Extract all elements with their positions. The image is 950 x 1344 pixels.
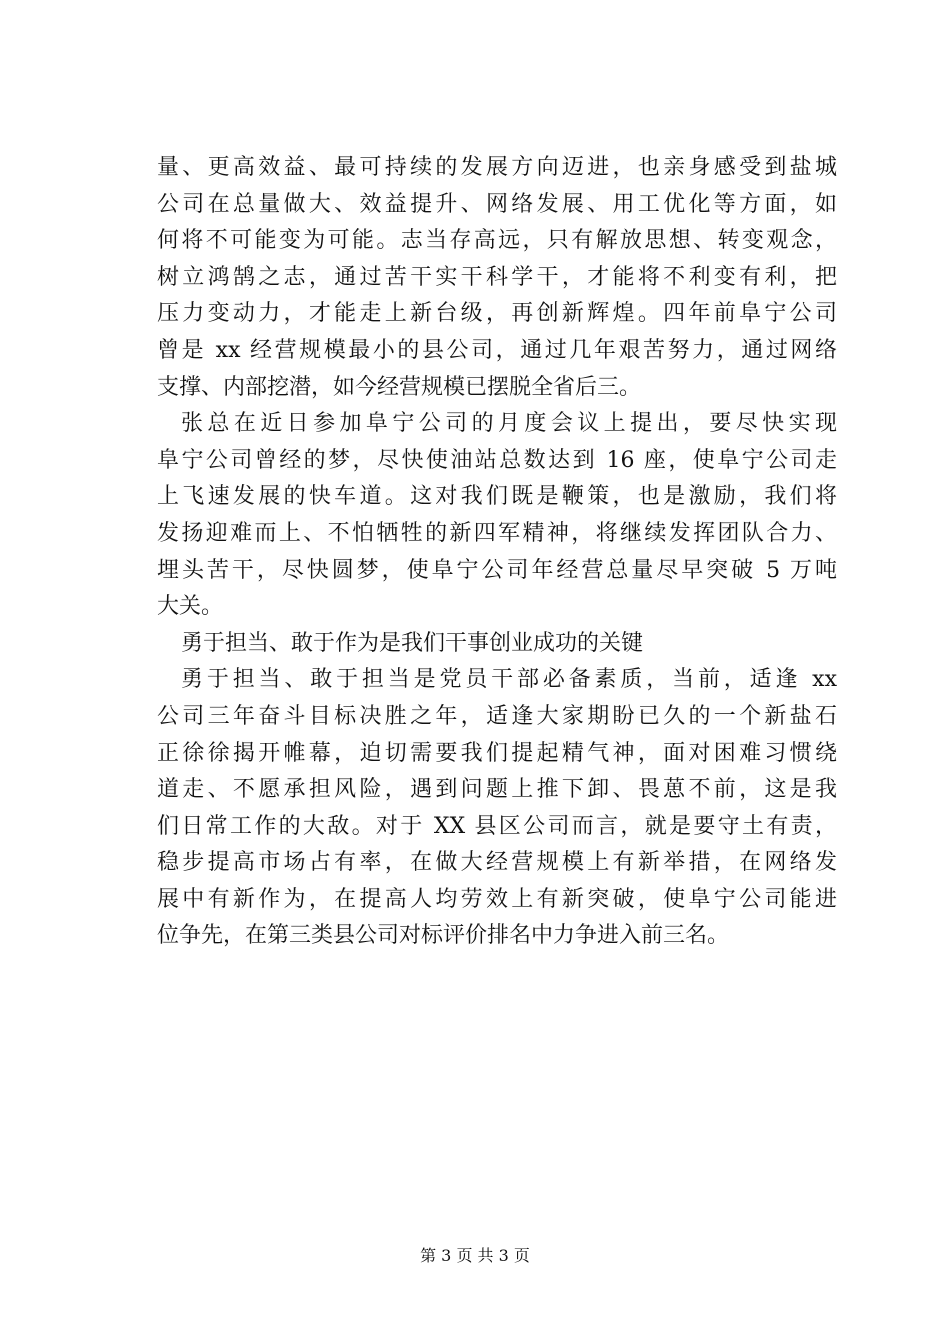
text-line: 位争先，在第三类县公司对标评价排名中力争进入前三名。 (157, 923, 730, 949)
text-line: 稳步提高市场占有率，在做大经营规模上有新举措，在网络发 (157, 850, 837, 876)
text-line: 何将不可能变为可能。志当存高远，只有解放思想、转变观念， (157, 228, 837, 254)
paragraph-first-line: 张总在近日参加阜宁公司的月度会议上提出，要尽快实现 (181, 411, 837, 437)
text-line: 道走、不愿承担风险，遇到问题上推下卸、畏葸不前，这是我 (157, 777, 837, 803)
page-footer: 第 3 页 共 3 页 (420, 1246, 530, 1265)
document-body (157, 150, 837, 955)
text-line: 展中有新作为，在提高人均劳效上有新突破，使阜宁公司能进 (157, 886, 837, 912)
text-line: 大关。 (157, 594, 224, 620)
text-line: 埋头苦干，尽快圆梦，使阜宁公司年经营总量尽早突破 5 万吨 (157, 557, 837, 583)
text-line: 支撑、内部挖潜，如今经营规模已摆脱全省后三。 (157, 374, 642, 400)
text-line: 上飞速发展的快车道。这对我们既是鞭策，也是激励，我们将 (157, 484, 837, 510)
text-line: 量、更高效益、最可持续的发展方向迈进，也亲身感受到盐城 (157, 155, 837, 180)
text-line: 们日常工作的大敌。对于 XX 县区公司而言，就是要守土有责， (157, 813, 837, 839)
text-line: 曾是 xx 经营规模最小的县公司，通过几年艰苦努力，通过网络 (157, 337, 837, 363)
text-line: 树立鸿鹄之志，通过苦干实干科学干，才能将不利变有利，把 (157, 264, 837, 290)
text-line: 正徐徐揭开帷幕，迫切需要我们提起精气神，面对困难习惯绕 (157, 740, 837, 766)
text-line: 公司三年奋斗目标决胜之年，适逢大家期盼已久的一个新盐石 (157, 703, 837, 729)
text-line: 公司在总量做大、效益提升、网络发展、用工优化等方面，如 (157, 191, 837, 217)
section-heading: 勇于担当、敢于作为是我们干事创业成功的关键 (181, 630, 644, 656)
text-line: 发扬迎难而上、不怕牺牲的新四军精神，将继续发挥团队合力、 (157, 520, 837, 546)
text-line: 阜宁公司曾经的梦，尽快使油站总数达到 16 座，使阜宁公司走 (157, 447, 837, 473)
text-line: 压力变动力，才能走上新台级，再创新辉煌。四年前阜宁公司 (157, 301, 837, 327)
paragraph-first-line: 勇于担当、敢于担当是党员干部必备素质，当前，适逢 xx (181, 667, 837, 693)
